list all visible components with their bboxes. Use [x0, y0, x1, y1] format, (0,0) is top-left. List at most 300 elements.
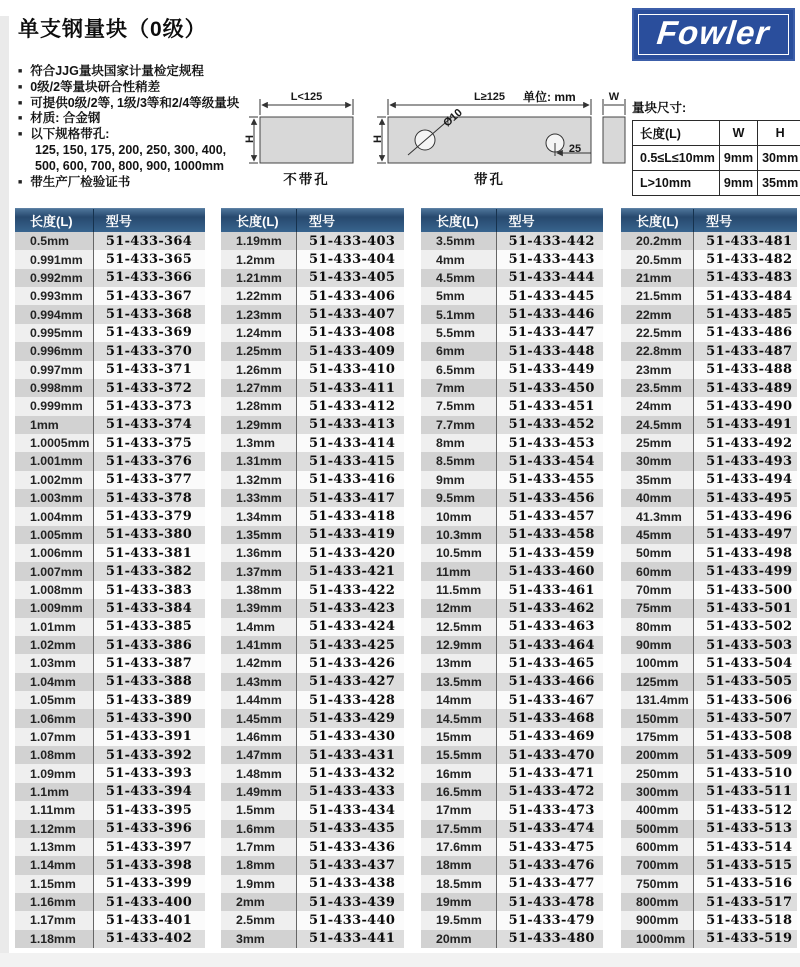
table-row	[15, 764, 205, 782]
model-cell: 51-433-447	[496, 324, 603, 342]
length-cell: 1.1mm	[15, 783, 93, 801]
model-cell: 51-433-408	[296, 324, 404, 342]
table-row	[15, 250, 205, 268]
length-cell: 60mm	[621, 562, 693, 580]
table-row	[621, 618, 797, 636]
length-cell: 11mm	[421, 562, 496, 580]
model-cell: 51-433-499	[693, 562, 797, 580]
length-cell: 1.02mm	[15, 636, 93, 654]
model-cell: 51-433-389	[93, 691, 205, 709]
length-cell: 0.994mm	[15, 305, 93, 323]
size-table-block	[632, 98, 799, 196]
length-cell: 1.7mm	[221, 838, 296, 856]
block-diagram	[245, 88, 637, 198]
model-cell: 51-433-502	[693, 618, 797, 636]
table-row	[421, 764, 603, 782]
model-cell: 51-433-396	[93, 820, 205, 838]
table-row	[621, 361, 797, 379]
model-cell: 51-433-407	[296, 305, 404, 323]
length-cell: 1.49mm	[221, 783, 296, 801]
model-cell: 51-433-468	[496, 709, 603, 727]
model-cell: 51-433-472	[496, 783, 603, 801]
length-cell: 1.5mm	[221, 801, 296, 819]
length-cell: 41.3mm	[621, 507, 693, 525]
model-cell: 51-433-399	[93, 875, 205, 893]
model-cell: 51-433-419	[296, 526, 404, 544]
length-cell: 24.5mm	[621, 416, 693, 434]
length-cell: 1.47mm	[221, 746, 296, 764]
length-cell: 16mm	[421, 764, 496, 782]
length-cell: 1.36mm	[221, 544, 296, 562]
table-row	[15, 434, 205, 452]
table-row	[421, 434, 603, 452]
length-cell: 80mm	[621, 618, 693, 636]
table-row	[421, 581, 603, 599]
length-cell: 25mm	[621, 434, 693, 452]
length-cell: 300mm	[621, 783, 693, 801]
hole-sizes-line1: 125, 150, 175, 200, 250, 300, 400,	[35, 143, 227, 157]
model-cell: 51-433-445	[496, 287, 603, 305]
table-row	[421, 783, 603, 801]
table-row	[15, 654, 205, 672]
table-row	[15, 361, 205, 379]
scan-edge-left	[0, 16, 9, 960]
model-cell: 51-433-385	[93, 618, 205, 636]
table-row	[15, 728, 205, 746]
model-cell: 51-433-512	[693, 801, 797, 819]
model-cell: 51-433-430	[296, 728, 404, 746]
table-row	[421, 342, 603, 360]
model-cell: 51-433-401	[93, 911, 205, 929]
model-cell: 51-433-448	[496, 342, 603, 360]
model-cell: 51-433-391	[93, 728, 205, 746]
length-cell: 22.5mm	[621, 324, 693, 342]
length-cell: 1.44mm	[221, 691, 296, 709]
model-cell: 51-433-367	[93, 287, 205, 305]
length-cell: 16.5mm	[421, 783, 496, 801]
table-row	[621, 452, 797, 470]
model-cell: 51-433-484	[693, 287, 797, 305]
table-row	[621, 691, 797, 709]
length-cell: 75mm	[621, 599, 693, 617]
length-cell: 1.29mm	[221, 416, 296, 434]
spec-table-body	[15, 232, 205, 948]
model-cell: 51-433-490	[693, 397, 797, 415]
length-cell: 11.5mm	[421, 581, 496, 599]
table-row	[221, 397, 404, 415]
model-cell: 51-433-474	[496, 820, 603, 838]
model-cell: 51-433-451	[496, 397, 603, 415]
table-row	[621, 856, 797, 874]
model-cell: 51-433-417	[296, 489, 404, 507]
feature-item: ■ 0级/2等量块研合性稍差	[18, 80, 248, 96]
model-cell: 51-433-410	[296, 361, 404, 379]
model-cell: 51-433-393	[93, 764, 205, 782]
length-cell: 15mm	[421, 728, 496, 746]
length-cell: 1000mm	[621, 930, 693, 948]
model-cell: 51-433-434	[296, 801, 404, 819]
model-cell: 51-433-503	[693, 636, 797, 654]
table-row	[621, 397, 797, 415]
length-cell: 1.008mm	[15, 581, 93, 599]
table-row	[421, 416, 603, 434]
table-row	[15, 875, 205, 893]
table-row	[421, 489, 603, 507]
model-cell: 51-433-415	[296, 452, 404, 470]
model-cell: 51-433-437	[296, 856, 404, 874]
length-cell: 1.46mm	[221, 728, 296, 746]
model-cell: 51-433-365	[93, 250, 205, 268]
table-row	[221, 452, 404, 470]
length-cell: 6mm	[421, 342, 496, 360]
length-cell: 200mm	[621, 746, 693, 764]
table-row	[15, 452, 205, 470]
spec-table-header	[621, 208, 797, 232]
table-row	[221, 654, 404, 672]
feature-item: ■ 带生产厂检验证书	[18, 175, 248, 191]
model-cell: 51-433-457	[496, 507, 603, 525]
table-row	[221, 342, 404, 360]
model-cell: 51-433-509	[693, 746, 797, 764]
table-row	[15, 930, 205, 948]
length-cell: 1.4mm	[221, 618, 296, 636]
model-cell: 51-433-455	[496, 471, 603, 489]
table-row	[221, 673, 404, 691]
table-row	[15, 287, 205, 305]
model-cell: 51-433-469	[496, 728, 603, 746]
model-cell: 51-433-402	[93, 930, 205, 948]
table-row	[621, 801, 797, 819]
model-cell: 51-433-508	[693, 728, 797, 746]
table-row	[621, 673, 797, 691]
table-row	[15, 379, 205, 397]
model-cell: 51-433-487	[693, 342, 797, 360]
dim-label-h-left: H	[244, 135, 256, 143]
model-cell: 51-433-513	[693, 820, 797, 838]
length-cell: 1.35mm	[221, 526, 296, 544]
length-cell: 1.28mm	[221, 397, 296, 415]
table-row	[621, 728, 797, 746]
feature-item: ■ 符合JJG量块国家计量检定规程	[18, 64, 248, 80]
model-cell: 51-433-511	[693, 783, 797, 801]
model-cell: 51-433-395	[93, 801, 205, 819]
table-row	[421, 250, 603, 268]
model-cell: 51-433-405	[296, 269, 404, 287]
model-cell: 51-433-507	[693, 709, 797, 727]
length-cell: 1.0005mm	[15, 434, 93, 452]
table-row	[421, 636, 603, 654]
length-cell: 1.07mm	[15, 728, 93, 746]
length-cell: 1.38mm	[221, 581, 296, 599]
table-row	[15, 599, 205, 617]
table-row	[221, 911, 404, 929]
hole-offset-label: 25	[568, 143, 582, 155]
table-row	[421, 232, 603, 250]
model-cell: 51-433-418	[296, 507, 404, 525]
table-row	[421, 526, 603, 544]
table-row	[15, 618, 205, 636]
length-cell: 1.08mm	[15, 746, 93, 764]
model-header: 型号	[296, 209, 404, 232]
model-cell: 51-433-372	[93, 379, 205, 397]
model-cell: 51-433-377	[93, 471, 205, 489]
length-cell: 800mm	[621, 893, 693, 911]
length-cell: 1.12mm	[15, 820, 93, 838]
length-cell: 1.33mm	[221, 489, 296, 507]
length-cell: 1.007mm	[15, 562, 93, 580]
model-cell: 51-433-510	[693, 764, 797, 782]
table-row	[621, 875, 797, 893]
length-cell: 1.24mm	[221, 324, 296, 342]
dim-label-l-lt-125: L<125	[290, 91, 323, 103]
length-cell: 750mm	[621, 875, 693, 893]
table-row	[621, 305, 797, 323]
table-row	[221, 930, 404, 948]
table-row	[221, 361, 404, 379]
spec-table-body	[221, 232, 404, 948]
scan-edge-bottom	[0, 953, 800, 967]
length-cell: 35mm	[621, 471, 693, 489]
length-cell: 400mm	[621, 801, 693, 819]
table-row	[15, 397, 205, 415]
table-row	[421, 746, 603, 764]
model-cell: 51-433-518	[693, 911, 797, 929]
hole-diameter-label: Ø10	[441, 106, 465, 130]
length-cell: 19mm	[421, 893, 496, 911]
table-row	[421, 801, 603, 819]
length-cell: 1.31mm	[221, 452, 296, 470]
table-row	[15, 342, 205, 360]
length-cell: 1.13mm	[15, 838, 93, 856]
table-row	[621, 746, 797, 764]
length-cell: 7.5mm	[421, 397, 496, 415]
model-cell: 51-433-364	[93, 232, 205, 250]
model-cell: 51-433-428	[296, 691, 404, 709]
table-row	[621, 636, 797, 654]
model-cell: 51-433-438	[296, 875, 404, 893]
model-cell: 51-433-376	[93, 452, 205, 470]
table-row	[221, 581, 404, 599]
table-row	[221, 728, 404, 746]
length-cell: 0.991mm	[15, 250, 93, 268]
table-row	[221, 250, 404, 268]
model-cell: 51-433-492	[693, 434, 797, 452]
size-header-length: 长度(L)	[633, 121, 720, 146]
length-cell: 1.41mm	[221, 636, 296, 654]
fowler-logo-frame	[638, 14, 789, 55]
model-cell: 51-433-500	[693, 581, 797, 599]
length-cell: 1.005mm	[15, 526, 93, 544]
model-cell: 51-433-382	[93, 562, 205, 580]
length-cell: 18mm	[421, 856, 496, 874]
feature-item: ■ 可提供0级/2等, 1级/3等和2/4等级量块	[18, 96, 248, 112]
model-cell: 51-433-494	[693, 471, 797, 489]
length-cell: 17.5mm	[421, 820, 496, 838]
table-row	[421, 673, 603, 691]
table-row	[621, 324, 797, 342]
feature-item: ■ 以下规格带孔:	[18, 127, 248, 143]
model-cell: 51-433-383	[93, 581, 205, 599]
table-row	[421, 728, 603, 746]
length-header: 长度(L)	[436, 214, 479, 229]
spec-table-header	[421, 208, 603, 232]
model-cell: 51-433-516	[693, 875, 797, 893]
model-cell: 51-433-495	[693, 489, 797, 507]
table-row	[421, 618, 603, 636]
length-cell: 4mm	[421, 250, 496, 268]
length-cell: 1.01mm	[15, 618, 93, 636]
length-cell: 24mm	[621, 397, 693, 415]
table-row	[221, 801, 404, 819]
model-cell: 51-433-456	[496, 489, 603, 507]
length-cell: 17mm	[421, 801, 496, 819]
size-cell-range: L>10mm	[633, 171, 720, 196]
length-cell: 23.5mm	[621, 379, 693, 397]
table-row	[221, 232, 404, 250]
model-cell: 51-433-371	[93, 361, 205, 379]
length-cell: 12.9mm	[421, 636, 496, 654]
table-row	[221, 562, 404, 580]
table-row	[15, 911, 205, 929]
length-cell: 7mm	[421, 379, 496, 397]
feature-item: ■ 材质: 合金钢	[18, 111, 248, 127]
model-cell: 51-433-375	[93, 434, 205, 452]
model-cell: 51-433-475	[496, 838, 603, 856]
model-cell: 51-433-424	[296, 618, 404, 636]
model-cell: 51-433-423	[296, 599, 404, 617]
length-cell: 1.009mm	[15, 599, 93, 617]
length-cell: 45mm	[621, 526, 693, 544]
table-row	[421, 452, 603, 470]
length-cell: 13.5mm	[421, 673, 496, 691]
length-cell: 1.34mm	[221, 507, 296, 525]
length-cell: 1.09mm	[15, 764, 93, 782]
length-cell: 1.48mm	[221, 764, 296, 782]
model-cell: 51-433-470	[496, 746, 603, 764]
model-cell: 51-433-440	[296, 911, 404, 929]
table-row	[221, 599, 404, 617]
table-row	[621, 379, 797, 397]
model-cell: 51-433-390	[93, 709, 205, 727]
length-cell: 3mm	[221, 930, 296, 948]
model-cell: 51-433-464	[496, 636, 603, 654]
model-cell: 51-433-432	[296, 764, 404, 782]
model-cell: 51-433-496	[693, 507, 797, 525]
dim-label-h-right: H	[372, 135, 384, 143]
model-cell: 51-433-486	[693, 324, 797, 342]
model-cell: 51-433-501	[693, 599, 797, 617]
model-cell: 51-433-394	[93, 783, 205, 801]
model-cell: 51-433-443	[496, 250, 603, 268]
table-row	[421, 305, 603, 323]
table-row	[621, 507, 797, 525]
table-row	[15, 673, 205, 691]
model-cell: 51-433-478	[496, 893, 603, 911]
model-cell: 51-433-477	[496, 875, 603, 893]
table-row	[15, 305, 205, 323]
length-cell: 600mm	[621, 838, 693, 856]
model-cell: 51-433-485	[693, 305, 797, 323]
table-row	[421, 856, 603, 874]
fowler-logo-text: Fowler	[655, 14, 772, 51]
model-cell: 51-433-461	[496, 581, 603, 599]
size-cell-w: 9mm	[719, 171, 757, 196]
table-row	[621, 287, 797, 305]
length-cell: 50mm	[621, 544, 693, 562]
model-cell: 51-433-370	[93, 342, 205, 360]
length-cell: 10mm	[421, 507, 496, 525]
length-cell: 150mm	[621, 709, 693, 727]
model-cell: 51-433-441	[296, 930, 404, 948]
length-cell: 900mm	[621, 911, 693, 929]
table-row	[15, 801, 205, 819]
length-cell: 1.17mm	[15, 911, 93, 929]
table-row	[421, 911, 603, 929]
length-cell: 13mm	[421, 654, 496, 672]
model-cell: 51-433-473	[496, 801, 603, 819]
length-header: 长度(L)	[636, 214, 679, 229]
model-cell: 51-433-380	[93, 526, 205, 544]
table-row	[621, 709, 797, 727]
model-cell: 51-433-450	[496, 379, 603, 397]
model-cell: 51-433-460	[496, 562, 603, 580]
table-row	[15, 856, 205, 874]
spec-table-1	[15, 208, 205, 948]
table-row	[221, 416, 404, 434]
model-cell: 51-433-373	[93, 397, 205, 415]
model-cell: 51-433-387	[93, 654, 205, 672]
length-cell: 1.14mm	[15, 856, 93, 874]
table-row	[621, 783, 797, 801]
table-row	[15, 746, 205, 764]
table-row	[621, 581, 797, 599]
model-cell: 51-433-412	[296, 397, 404, 415]
model-cell: 51-433-452	[496, 416, 603, 434]
table-row	[15, 526, 205, 544]
table-row	[621, 838, 797, 856]
table-row	[621, 250, 797, 268]
length-cell: 12mm	[421, 599, 496, 617]
model-cell: 51-433-427	[296, 673, 404, 691]
table-row	[421, 544, 603, 562]
table-row	[221, 783, 404, 801]
model-header: 型号	[93, 209, 205, 232]
length-cell: 1.004mm	[15, 507, 93, 525]
table-row	[15, 581, 205, 599]
model-cell: 51-433-411	[296, 379, 404, 397]
length-cell: 1.18mm	[15, 930, 93, 948]
size-header-w: W	[719, 121, 757, 146]
length-cell: 20.5mm	[621, 250, 693, 268]
length-cell: 1.23mm	[221, 305, 296, 323]
length-cell: 175mm	[621, 728, 693, 746]
model-cell: 51-433-426	[296, 654, 404, 672]
length-cell: 1.8mm	[221, 856, 296, 874]
size-cell-h: 30mm	[758, 146, 800, 171]
model-cell: 51-433-431	[296, 746, 404, 764]
length-cell: 1.9mm	[221, 875, 296, 893]
length-cell: 23mm	[621, 361, 693, 379]
table-row	[15, 820, 205, 838]
length-cell: 1.16mm	[15, 893, 93, 911]
model-cell: 51-433-465	[496, 654, 603, 672]
length-cell: 30mm	[621, 452, 693, 470]
length-cell: 1.21mm	[221, 269, 296, 287]
table-row	[15, 232, 205, 250]
table-row	[221, 544, 404, 562]
table-row	[221, 269, 404, 287]
length-cell: 22mm	[621, 305, 693, 323]
